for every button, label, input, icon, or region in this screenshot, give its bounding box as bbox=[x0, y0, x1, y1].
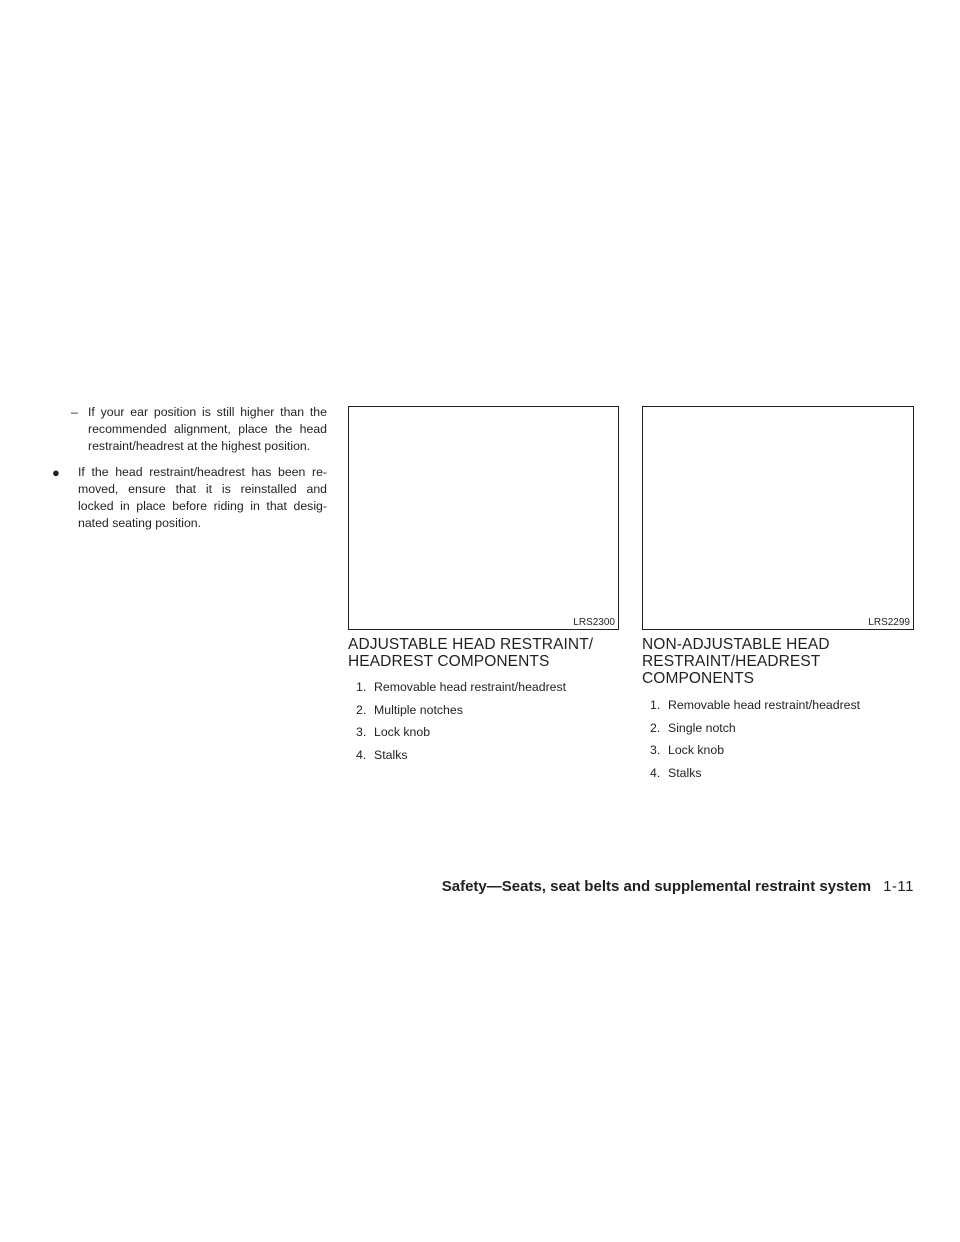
list-item bbox=[356, 679, 566, 702]
item-label: Lock knob bbox=[374, 725, 431, 739]
adjustable-components-list bbox=[356, 679, 566, 769]
item-number: 1. bbox=[356, 680, 367, 694]
footer-section-title: Safety—Seats, seat belts and supplemental restraint system bbox=[441, 878, 872, 895]
heading-adjustable-components bbox=[348, 636, 623, 670]
dash-list-item bbox=[50, 404, 327, 455]
heading-line: HEADREST COMPONENTS bbox=[348, 653, 550, 670]
heading-line: ADJUSTABLE HEAD RESTRAINT/ bbox=[348, 636, 594, 653]
page-footer bbox=[442, 878, 914, 895]
list-item bbox=[650, 742, 860, 765]
non-adjustable-components-list bbox=[650, 697, 860, 787]
bullet-list-item bbox=[50, 464, 327, 532]
list-item bbox=[650, 697, 860, 720]
item-number: 1. bbox=[650, 698, 661, 712]
dash-item-text: If your ear position is still higher than the recommended alignment, place the head restraint/headrest at the highest position. bbox=[88, 405, 327, 453]
item-number: 2. bbox=[650, 720, 661, 735]
heading-non-adjustable-components bbox=[642, 636, 917, 687]
figure-non-adjustable-head-restraint bbox=[642, 406, 914, 630]
dash-mark: – bbox=[71, 405, 78, 419]
item-number: 3. bbox=[356, 725, 367, 739]
heading-line: RESTRAINT/HEADREST bbox=[642, 653, 821, 670]
figure-adjustable-head-restraint bbox=[348, 406, 619, 630]
item-label: Lock knob bbox=[668, 743, 725, 757]
bullet-item-text: If the head restraint/headrest has been re-moved, ensure that it is reinstalled and locked in place before riding in that desig-nated seating position. bbox=[78, 465, 327, 530]
item-label: Stalks bbox=[374, 747, 408, 762]
figure-id: LRS2300 bbox=[573, 617, 615, 628]
list-item bbox=[356, 747, 566, 770]
item-label: Stalks bbox=[668, 765, 702, 780]
heading-line: NON-ADJUSTABLE HEAD bbox=[642, 636, 830, 653]
item-label: Removable head restraint/headrest bbox=[374, 680, 567, 694]
list-item bbox=[650, 720, 860, 743]
heading-line: COMPONENTS bbox=[642, 670, 755, 687]
bullet-icon: ● bbox=[52, 465, 60, 480]
left-column bbox=[50, 404, 327, 532]
list-item bbox=[356, 702, 566, 725]
figure-id: LRS2299 bbox=[868, 617, 910, 628]
list-item bbox=[650, 765, 860, 788]
item-label: Single notch bbox=[668, 720, 736, 735]
list-item bbox=[356, 724, 566, 747]
item-number: 2. bbox=[356, 702, 367, 717]
item-number: 4. bbox=[650, 765, 661, 780]
item-number: 3. bbox=[650, 743, 661, 757]
item-number: 4. bbox=[356, 747, 367, 762]
item-label: Removable head restraint/headrest bbox=[668, 698, 861, 712]
page-number: 1-11 bbox=[883, 878, 914, 895]
item-label: Multiple notches bbox=[374, 702, 463, 717]
